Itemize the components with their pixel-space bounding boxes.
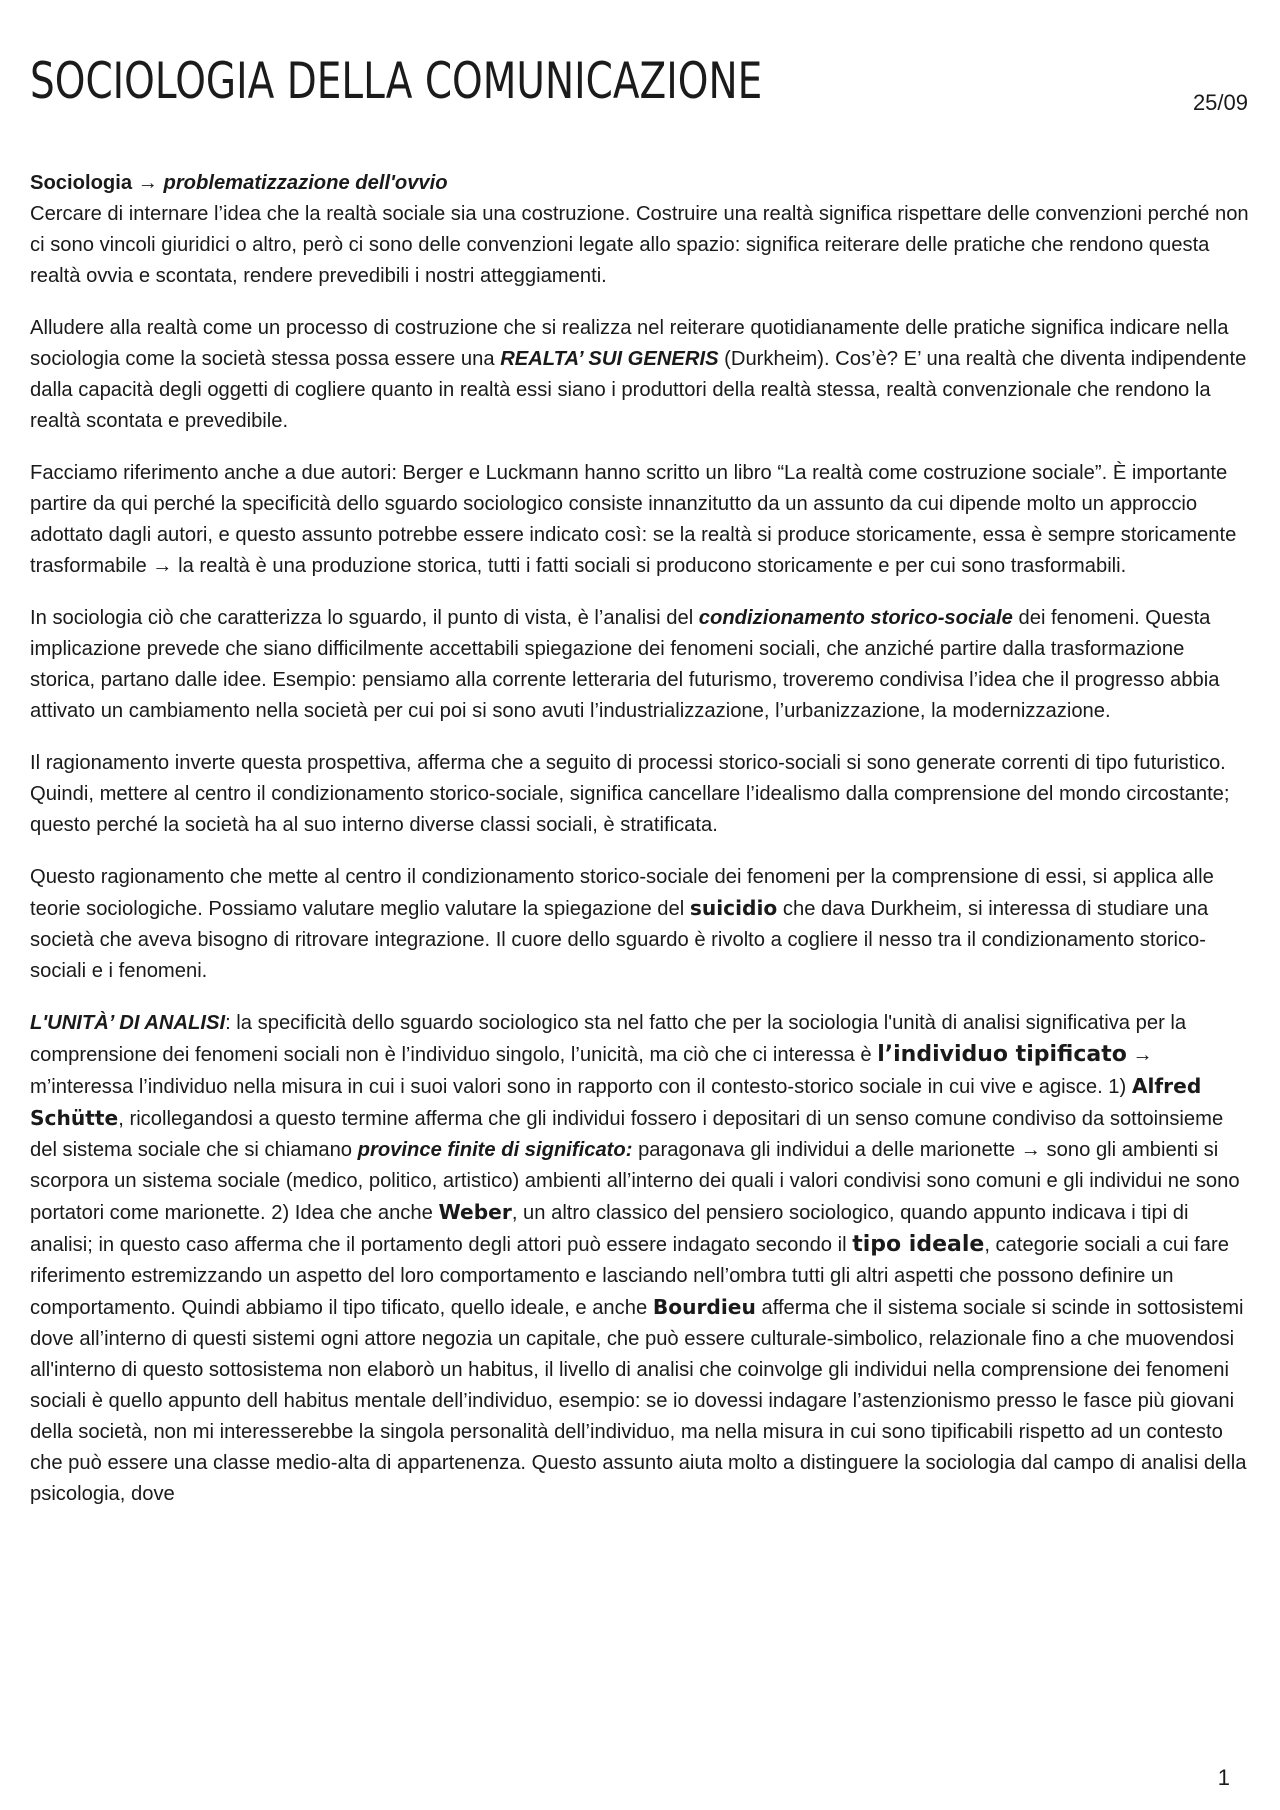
p4-text-after: dei fenomeni. Questa implicazione prevede che siano difficilmente accettabili spiegazione dei fenomeni sociali, che anziché partire dalla trasformazione storica, partano dalle idee. Esempio: pensiamo alla corrente letteraria del futurismo, troveremo condivisa l’idea che il progresso abbia attivato un cambiamento nella società per cui poi si sono avuti l’industrializzazione, l’urbanizzazione, la modernizzazione. <box>30 607 1220 722</box>
paragraph-unita-di-analisi <box>30 1008 1252 1510</box>
p7-part2: → m’interessa l’individuo nella misura in cui i suoi valori sono in rapporto con il contesto-storico sociale in cui vive e agisce. 1) <box>30 1044 1153 1098</box>
p7-part5: , un altro classico del pensiero sociologico, quando appunto indicava i tipi di analisi; in questo caso afferma che il portamento degli attori può essere indagato secondo il <box>30 1202 1189 1256</box>
intro-paragraph: Cercare di internare l’idea che la realtà sociale sia una costruzione. Costruire una realtà significa rispettare delle convenzioni perché non ci sono vincoli giuridici o altro, però ci sono delle convenzioni legate allo spazio: significa reiterare delle pratiche che rendono questa realtà ovvia e scontata, rendere prevedibili i nostri atteggiamenti. <box>30 203 1249 287</box>
date-label: 25/09 <box>1192 90 1248 115</box>
p7-part4: paragonava gli individui a delle marionette → sono gli ambienti si scorpora un sistema sociale (medico, politico, artistico) ambienti all’interno dei quali i valori condivisi sono comuni e gli individui ne sono portatori come marionette. 2) Idea che anche <box>30 1139 1240 1224</box>
p7-part1: : la specificità dello sguardo sociologico sta nel fatto che per la sociologia l'unità di analisi significativa per la comprensione dei fenomeni sociali non è l’individuo singolo, l’unicità, ma ciò che ci interessa è <box>30 1012 1187 1066</box>
paragraph-realta-sui-generis <box>30 313 1252 437</box>
paragraph-ragionamento: Il ragionamento inverte questa prospettiva, afferma che a seguito di processi storico-sociali si sono generate correnti di tipo futuristico. Quindi, mettere al centro il condizionamento storico-sociale, significa cancellare l’idealismo dalla comprensione del mondo circostante; questo perché la società ha al suo interno diverse classi sociali, è stratificata. <box>30 752 1230 836</box>
intro-definition: problematizzazione dell'ovvio <box>163 172 448 194</box>
paragraph-suicidio <box>30 862 1252 987</box>
p2-text-after: (Durkheim). Cos’è? E’ una realtà che diventa indipendente dalla capacità degli oggetti di cogliere quanto in realtà essi siano i produttori della realtà stessa, realtà convenzionale che rendono la realtà scontata e prevedibile. <box>30 348 1247 432</box>
name-weber: Weber <box>438 1200 512 1224</box>
name-schutte: Alfred Schütte <box>30 1074 1202 1130</box>
page-number: 1 <box>1217 1765 1230 1790</box>
p7-part3: , ricollegandosi a questo termine afferma che gli individui fossero i depositari di un senso comune condiviso da sottoinsieme del sistema sociale che si chiamano <box>30 1108 1224 1161</box>
document-body <box>30 168 1252 1531</box>
term-tipo-ideale: tipo ideale <box>852 1232 985 1257</box>
term-individuo-tipificato: l’individuo tipificato <box>877 1042 1127 1067</box>
intro-heading <box>30 168 1252 199</box>
name-bourdieu: Bourdieu <box>652 1295 756 1319</box>
term-province-finite: province finite di significato: <box>357 1139 633 1161</box>
p2-text-before: Alludere alla realtà come un processo di costruzione che si realizza nel reiterare quotidianamente delle pratiche significa indicare nella sociologia come la società stessa possa essere una <box>30 317 1229 370</box>
p7-part7: afferma che il sistema sociale si scinde in sottosistemi dove all’interno di questi sistemi ogni attore negozia un capitale, che può essere culturale-simbolico, relazionale fino a che muovendosi all'interno di questo sottosistema non elaborò un habitus, il livello di analisi che coinvolge gli individui nella comprensione dei fenomeni sociali è quello appunto dell habitus mentale dell’individuo, esempio: se io dovessi indagare l’astenzionismo presso le fasce più giovani della società, non mi interesserebbe la singola personalità dell’individuo, ma nella misura in cui sono tipificabili rispetto ad un contesto che può essere una classe medio-alta di appartenenza. Questo assunto aiuta molto a distinguere la sociologia dal campo di analisi della psicologia, dove <box>30 1297 1247 1505</box>
unita-heading: L'UNITÀ’ DI ANALISI <box>30 1012 226 1034</box>
intro-arrow: → <box>137 172 158 194</box>
paragraph-condizionamento <box>30 603 1252 727</box>
page-title: SOCIOLOGIA DELLA COMUNICAZIONE <box>30 52 763 110</box>
p4-emphasis: condizionamento storico-sociale <box>698 607 1013 629</box>
p7-part6: , categorie sociali a cui fare riferimento estremizzando un aspetto del loro comportamento e lasciando nell’ombra tutti gli altri aspetti che possono definire un comportamento. Quindi abbiamo il tipo tificato, quello ideale, e anche <box>30 1234 1229 1319</box>
intro-label: Sociologia <box>30 172 133 194</box>
p6-emphasis: suicidio <box>689 896 778 920</box>
p6-text-after: che dava Durkheim, si interessa di studiare una società che aveva bisogno di ritrovare integrazione. Il cuore dello sguardo è rivolto a cogliere il nesso tra il condizionamento storico-sociali e i fenomeni. <box>30 898 1209 982</box>
p2-emphasis: REALTA’ SUI GENERIS <box>500 348 719 370</box>
paragraph-berger-luckmann: Facciamo riferimento anche a due autori: Berger e Luckmann hanno scritto un libro “La realtà come costruzione sociale”. È importante partire da qui perché la specificità dello sguardo sociologico consiste innanzitutto da un assunto da cui dipende molto un approccio adottato dagli autori, e questo assunto potrebbe essere indicato così: se la realtà si produce storicamente, essa è sempre storicamente trasformabile → la realtà è una produzione storica, tutti i fatti sociali si producono storicamente e per cui sono trasformabili. <box>30 462 1237 577</box>
p4-text-before: In sociologia ciò che caratterizza lo sguardo, il punto di vista, è l’analisi del <box>30 607 699 629</box>
p6-text-before: Questo ragionamento che mette al centro il condizionamento storico-sociale dei fenomeni per la comprensione di essi, si applica alle teorie sociologiche. Possiamo valutare meglio valutare la spiegazione del <box>30 866 1214 920</box>
